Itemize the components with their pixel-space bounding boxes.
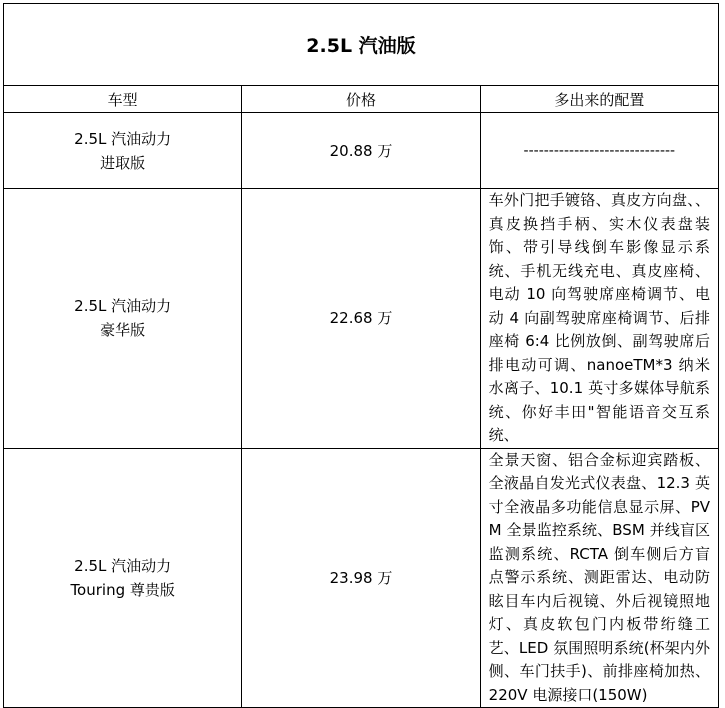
price-cell: 22.68 万 xyxy=(242,189,480,449)
model-cell xyxy=(4,113,242,189)
model-trim: 豪华版 xyxy=(100,321,146,340)
table-title: 2.5L 汽油版 xyxy=(4,4,719,86)
model-cell xyxy=(4,189,242,449)
title-row xyxy=(4,4,719,86)
header-extras: 多出来的配置 xyxy=(480,86,718,113)
model-cell xyxy=(4,448,242,708)
extras-cell: 车外门把手镀铬、真皮方向盘、、真皮换挡手柄、实木仪表盘装饰、带引导线倒车影像显示系统、手机无线充电、真皮座椅、电动 10 向驾驶席座椅调节、电动 4 向副驾驶席座椅调节、后排座椅 6:4 比例放倒、副驾驶席后排电动可调、nanoeTM*3 纳米水离子、10.1 英寸多媒体导航系统、你好丰田"智能语音交互系统、 xyxy=(480,189,718,449)
model-name: 2.5L 汽油动力 xyxy=(74,297,172,316)
model-name: 2.5L 汽油动力 xyxy=(74,129,172,148)
header-row xyxy=(4,86,719,113)
table-row xyxy=(4,113,719,189)
price-cell: 23.98 万 xyxy=(242,448,480,708)
model-trim: 进取版 xyxy=(100,153,146,172)
table-row xyxy=(4,189,719,449)
config-table xyxy=(3,3,719,708)
extras-cell: ------------------------------ xyxy=(480,113,718,189)
extras-cell: 全景天窗、铝合金标迎宾踏板、全液晶自发光式仪表盘、12.3 英寸全液晶多功能信息显示屏、PVM 全景监控系统、BSM 并线盲区监测系统、RCTA 倒车侧后方盲点警示系统、测距雷达、电动防眩目车内后视镜、外后视镜照地灯、真皮软包门内板带绗缝工艺、LED 氛围照明系统(杯架内外侧、车门扶手)、前排座椅加热、220V 电源接口(150W) xyxy=(480,448,718,708)
table-row xyxy=(4,448,719,708)
price-cell: 20.88 万 xyxy=(242,113,480,189)
model-trim: Touring 尊贵版 xyxy=(70,580,175,599)
model-name: 2.5L 汽油动力 xyxy=(74,556,172,575)
header-model: 车型 xyxy=(4,86,242,113)
header-price: 价格 xyxy=(242,86,480,113)
